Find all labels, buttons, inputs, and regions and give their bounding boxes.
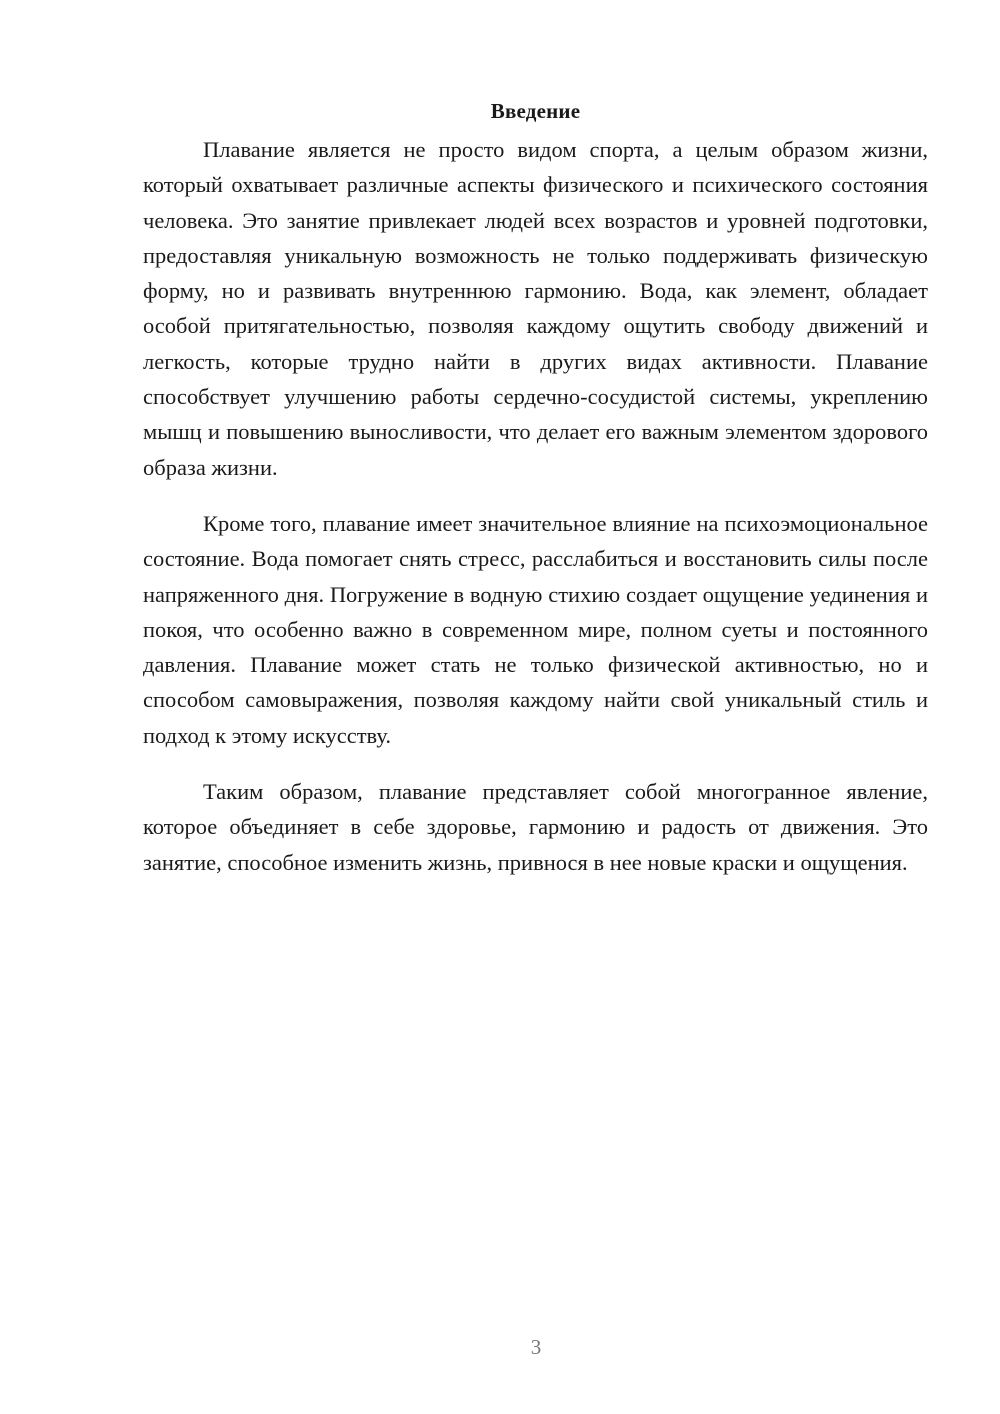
paragraph-1: Плавание является не просто видом спорта, а целым образом жизни, который охватывает различные аспекты физического и психического состояния человека. Это занятие привлекает людей всех возрастов и уровней подготовки, предоставляя уникальную возможность не только поддерживать физическую форму, но и развивать внутреннюю гармонию. Вода, как элемент, обладает особой притягательностью, позволяя каждому ощутить свободу движений и легкость, которые трудно найти в других видах активности. Плавание способствует улучшению работы сердечно-сосудистой системы, укреплению мышц и повышению выносливости, что делает его важным элементом здорового образа жизни. xyxy=(143,137,928,480)
paragraph-2: Кроме того, плавание имеет значительное влияние на психоэмоциональное состояние. Вода помогает снять стресс, расслабиться и восстановить силы после напряженного дня. Погружение в водную стихию создает ощущение уединения и покоя, что особенно важно в современном мире, полном суеты и постоянного давления. Плавание может стать не только физической активностью, но и способом самовыражения, позволяя каждому найти свой уникальный стиль и подход к этому искусству. xyxy=(143,510,928,748)
paragraph-3: Таким образом, плавание представляет собой многогранное явление, которое объединяет в себе здоровье, гармонию и радость от движения. Это занятие, способное изменить жизнь, привнося в нее новые краски и ощущения. xyxy=(143,779,928,875)
document-body xyxy=(143,96,928,901)
page-number: 3 xyxy=(530,1335,542,1359)
section-title: Введение xyxy=(490,99,581,123)
